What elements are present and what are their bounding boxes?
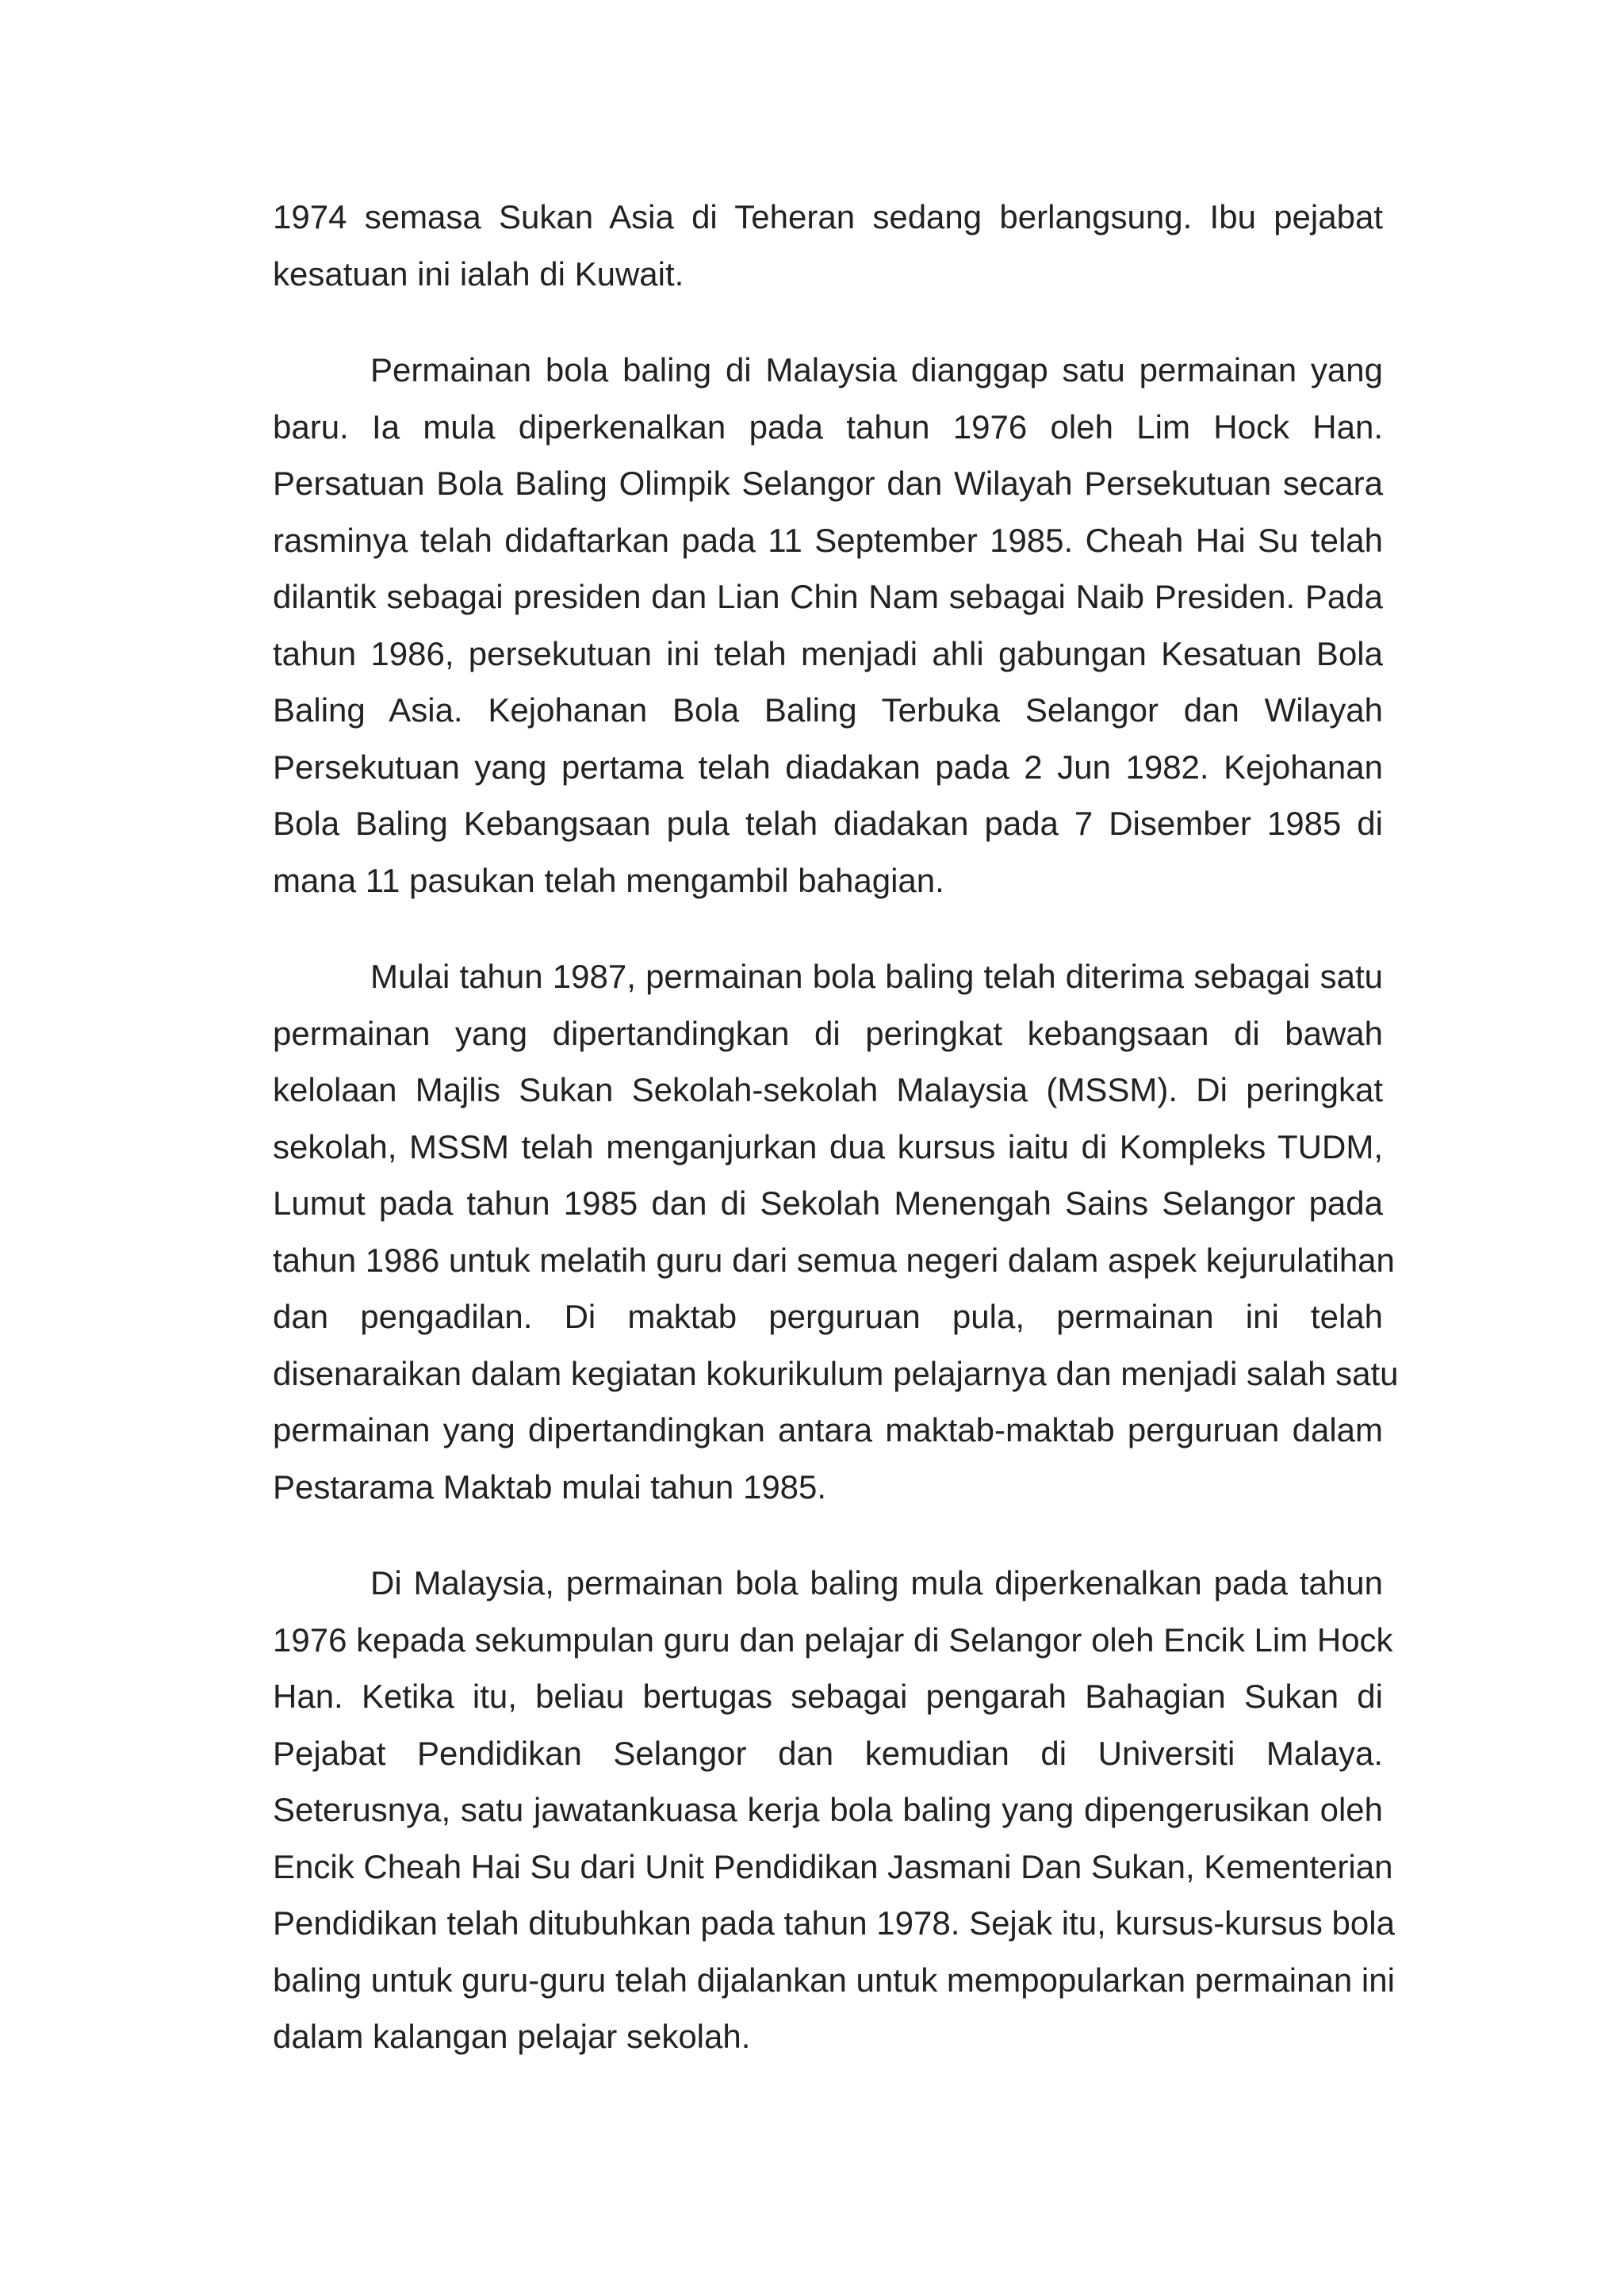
text-line: baru. Ia mula diperkenalkan pada tahun 1976 oleh Lim Hock Han. bbox=[273, 408, 1383, 446]
text-line: dan pengadilan. Di maktab perguruan pula, permainan ini telah bbox=[273, 1298, 1383, 1335]
text-line: Pendidikan telah ditubuhkan pada tahun 1978. Sejak itu, kursus-kursus bola bbox=[273, 1904, 1395, 1942]
text-line: dalam kalangan pelajar sekolah. bbox=[273, 2018, 751, 2055]
text-line: Bola Baling Kebangsaan pula telah diadakan pada 7 Disember 1985 di bbox=[273, 805, 1383, 842]
text-line: Han. Ketika itu, beliau bertugas sebagai pengarah Bahagian Sukan di bbox=[273, 1678, 1383, 1715]
text-line: Encik Cheah Hai Su dari Unit Pendidikan Jasmani Dan Sukan, Kementerian bbox=[273, 1847, 1393, 1885]
text-line: kelolaan Majlis Sukan Sekolah-sekolah Malaysia (MSSM). Di peringkat bbox=[273, 1071, 1383, 1108]
text-line: baling untuk guru-guru telah dijalankan untuk mempopularkan permainan ini bbox=[273, 1961, 1395, 1999]
text-line: Baling Asia. Kejohanan Bola Baling Terbuka Selangor dan Wilayah bbox=[273, 691, 1383, 729]
text-line: Mulai tahun 1987, permainan bola baling telah diterima sebagai satu bbox=[370, 958, 1383, 995]
paragraph-1 bbox=[273, 189, 1383, 302]
text-line: Pejabat Pendidikan Selangor dan kemudian di Universiti Malaya. bbox=[273, 1734, 1383, 1772]
text-line: 1974 semasa Sukan Asia di Teheran sedang berlangsung. Ibu pejabat bbox=[273, 198, 1383, 235]
text-line: Di Malaysia, permainan bola baling mula diperkenalkan pada tahun bbox=[370, 1564, 1383, 1601]
text-line: Lumut pada tahun 1985 dan di Sekolah Menengah Sains Selangor pada bbox=[273, 1184, 1383, 1222]
text-line: tahun 1986, persekutuan ini telah menjadi ahli gabungan Kesatuan Bola bbox=[273, 634, 1383, 672]
text-line: dilantik sebagai presiden dan Lian Chin Nam sebagai Naib Presiden. Pada bbox=[273, 578, 1383, 615]
text-line: disenaraikan dalam kegiatan kokurikulum pelajarnya dan menjadi salah satu bbox=[273, 1354, 1399, 1392]
body-text bbox=[273, 189, 1399, 2105]
text-line: tahun 1986 untuk melatih guru dari semua negeri dalam aspek kejurulatihan bbox=[273, 1241, 1395, 1279]
paragraph-2 bbox=[273, 342, 1383, 909]
text-line: rasminya telah didaftarkan pada 11 September 1985. Cheah Hai Su telah bbox=[273, 521, 1383, 559]
paragraph-3 bbox=[273, 948, 1399, 1515]
text-line: permainan yang dipertandingkan antara maktab-maktab perguruan dalam bbox=[273, 1411, 1383, 1448]
text-line: Pestarama Maktab mulai tahun 1985. bbox=[273, 1468, 827, 1506]
text-line: kesatuan ini ialah di Kuwait. bbox=[273, 254, 684, 293]
text-line: 1976 kepada sekumpulan guru dan pelajar di Selangor oleh Encik Lim Hock bbox=[273, 1621, 1393, 1659]
text-line: permainan yang dipertandingkan di peringkat kebangsaan di bawah bbox=[273, 1014, 1383, 1052]
paragraph-4 bbox=[273, 1555, 1395, 2065]
text-line: Persekutuan yang pertama telah diadakan pada 2 Jun 1982. Kejohanan bbox=[273, 748, 1383, 786]
text-line: Permainan bola baling di Malaysia dianggap satu permainan yang bbox=[370, 351, 1383, 388]
text-line: Seterusnya, satu jawatankuasa kerja bola baling yang dipengerusikan oleh bbox=[273, 1791, 1383, 1828]
text-line: mana 11 pasukan telah mengambil bahagian. bbox=[273, 861, 944, 899]
text-line: Persatuan Bola Baling Olimpik Selangor dan Wilayah Persekutuan secara bbox=[273, 465, 1383, 502]
text-line: sekolah, MSSM telah menganjurkan dua kursus iaitu di Kompleks TUDM, bbox=[273, 1127, 1383, 1165]
